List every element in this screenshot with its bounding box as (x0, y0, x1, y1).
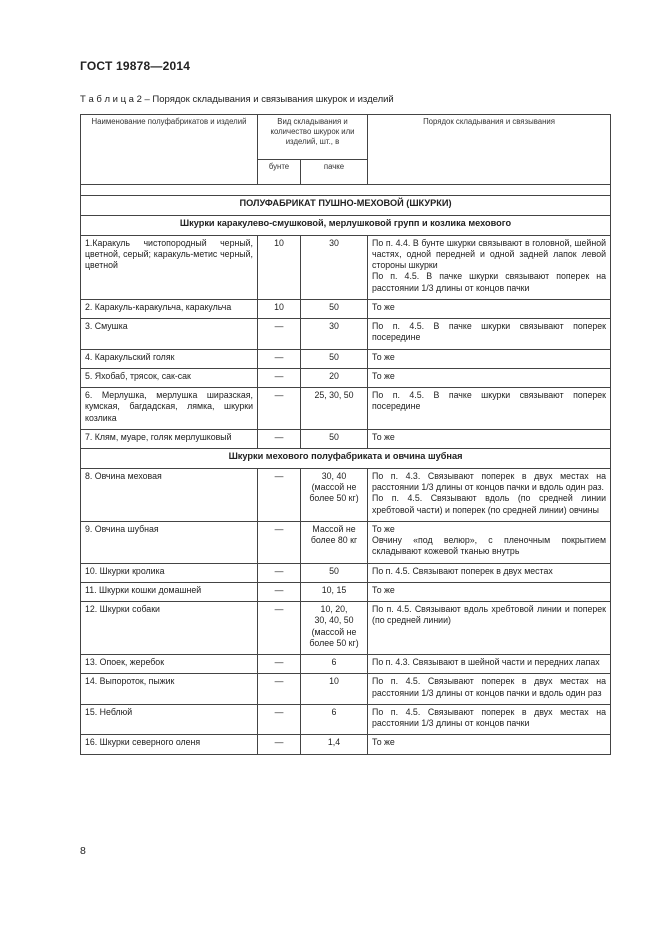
table-row (81, 368, 611, 387)
table-row (81, 674, 611, 705)
row-order: По п. 4.5. Связывают поперек в двух местах (368, 563, 611, 582)
header-name: Наименование полуфабрикатов и изделий (81, 115, 258, 185)
row-name: 11. Шкурки кошки домашней (81, 582, 258, 601)
row-order: По п. 4.4. В бунте шкурки связывают в головной, шейной частях, одной передней и одной задней лапок левой стороны шкурки По п. 4.5. В пачке шкурки связывают поперек на расстоянии 1/3 длины от концов пачки (368, 235, 611, 299)
row-pachke: 6 (301, 704, 368, 735)
row-bunte: — (258, 674, 301, 705)
header-row (81, 115, 611, 160)
row-bunte: — (258, 602, 301, 655)
table-row (81, 429, 611, 448)
row-bunte: — (258, 563, 301, 582)
table-row (81, 602, 611, 655)
row-name: 10. Шкурки кролика (81, 563, 258, 582)
row-name: 12. Шкурки собаки (81, 602, 258, 655)
row-order: По п. 4.5. Связывают вдоль хребтовой линии и поперек (по средней линии) (368, 602, 611, 655)
table-row (81, 655, 611, 674)
header-bunte: бунте (258, 160, 301, 185)
row-bunte: — (258, 319, 301, 350)
table-row (81, 704, 611, 735)
row-order: То же Овчину «под велюр», с пленочным покрытием складывают кожевой тканью внутрь (368, 521, 611, 563)
row-name: 2. Каракуль-каракульча, каракульча (81, 299, 258, 318)
packing-table (80, 114, 611, 755)
table-row (81, 299, 611, 318)
row-name: 7. Клям, муаре, голяк мерлушковый (81, 429, 258, 448)
table-row (81, 388, 611, 430)
row-bunte: — (258, 735, 301, 754)
group1-title: Шкурки каракулево-смушковой, мерлушковой групп и козлика мехового (81, 215, 611, 235)
section-main-title: ПОЛУФАБРИКАТ ПУШНО-МЕХОВОЙ (ШКУРКИ) (81, 196, 611, 216)
section-row (81, 196, 611, 216)
row-order: То же (368, 299, 611, 318)
row-pachke: 30, 40 (массой не более 50 кг) (301, 468, 368, 521)
row-pachke: 6 (301, 655, 368, 674)
row-pachke: 10, 15 (301, 582, 368, 601)
row-pachke: 30 (301, 235, 368, 299)
row-pachke: 20 (301, 368, 368, 387)
row-bunte: — (258, 388, 301, 430)
row-name: 3. Смушка (81, 319, 258, 350)
row-name: 14. Выпороток, пыжик (81, 674, 258, 705)
row-bunte: — (258, 704, 301, 735)
row-pachke: 50 (301, 349, 368, 368)
row-pachke: 1,4 (301, 735, 368, 754)
header-order: Порядок складывания и связывания (368, 115, 611, 185)
table-row (81, 235, 611, 299)
row-pachke: 50 (301, 563, 368, 582)
row-pachke: Массой не более 80 кг (301, 521, 368, 563)
table-row (81, 319, 611, 350)
table-caption: Т а б л и ц а 2 – Порядок складывания и связывания шкурок и изделий (80, 94, 394, 105)
row-name: 9. Овчина шубная (81, 521, 258, 563)
row-name: 15. Неблюй (81, 704, 258, 735)
row-pachke: 10 (301, 674, 368, 705)
row-bunte: — (258, 582, 301, 601)
row-bunte: — (258, 468, 301, 521)
table-row (81, 582, 611, 601)
row-order: По п. 4.5. Связывают поперек в двух местах на расстоянии 1/3 длины от концов пачки (368, 704, 611, 735)
page-number: 8 (80, 845, 86, 857)
row-bunte: 10 (258, 299, 301, 318)
row-pachke: 25, 30, 50 (301, 388, 368, 430)
header-kind: Вид складывания и количество шкурок или изделий, шт., в (258, 115, 368, 160)
row-bunte: — (258, 429, 301, 448)
row-order: По п. 4.5. В пачке шкурки связывают поперек посередине (368, 319, 611, 350)
row-order: То же (368, 735, 611, 754)
row-order: То же (368, 349, 611, 368)
row-pachke: 50 (301, 429, 368, 448)
table-row (81, 735, 611, 754)
row-pachke: 50 (301, 299, 368, 318)
row-order: То же (368, 429, 611, 448)
standard-title: ГОСТ 19878—2014 (80, 59, 191, 73)
row-bunte: 10 (258, 235, 301, 299)
row-pachke: 30 (301, 319, 368, 350)
row-order: По п. 4.3. Связывают поперек в двух местах на расстоянии 1/3 длины от концов пачки и вдоль один раз. По п. 4.5. Связывают вдоль (по средней линии хребтовой части) и поперек (по средней линии) овчины (368, 468, 611, 521)
group2-title: Шкурки мехового полуфабриката и овчина шубная (81, 449, 611, 469)
table-row (81, 521, 611, 563)
row-name: 8. Овчина меховая (81, 468, 258, 521)
row-name: 6. Мерлушка, мерлушка ширазская, кумская, багдадская, лямка, шкурки козлика (81, 388, 258, 430)
table-row (81, 349, 611, 368)
row-bunte: — (258, 368, 301, 387)
header-pachke: пачке (301, 160, 368, 185)
group-row (81, 449, 611, 469)
row-order: По п. 4.5. Связывают поперек в двух местах на расстоянии 1/3 длины от концов пачки и вдоль один раз (368, 674, 611, 705)
row-name: 5. Яхобаб, трясок, сак-сак (81, 368, 258, 387)
row-order: То же (368, 582, 611, 601)
row-bunte: — (258, 349, 301, 368)
table-row (81, 563, 611, 582)
row-name: 16. Шкурки северного оленя (81, 735, 258, 754)
row-bunte: — (258, 655, 301, 674)
table-row (81, 468, 611, 521)
group-row (81, 215, 611, 235)
row-bunte: — (258, 521, 301, 563)
row-order: По п. 4.5. В пачке шкурки связывают поперек посередине (368, 388, 611, 430)
row-order: По п. 4.3. Связывают в шейной части и передних лапах (368, 655, 611, 674)
row-order: То же (368, 368, 611, 387)
gap-row (81, 185, 611, 196)
row-name: 13. Опоек, жеребок (81, 655, 258, 674)
row-pachke: 10, 20, 30, 40, 50 (массой не более 50 кг) (301, 602, 368, 655)
row-name: 4. Каракульский голяк (81, 349, 258, 368)
row-name: 1.Каракуль чистопородный черный, цветной, серый; каракуль-метис черный, цветной (81, 235, 258, 299)
